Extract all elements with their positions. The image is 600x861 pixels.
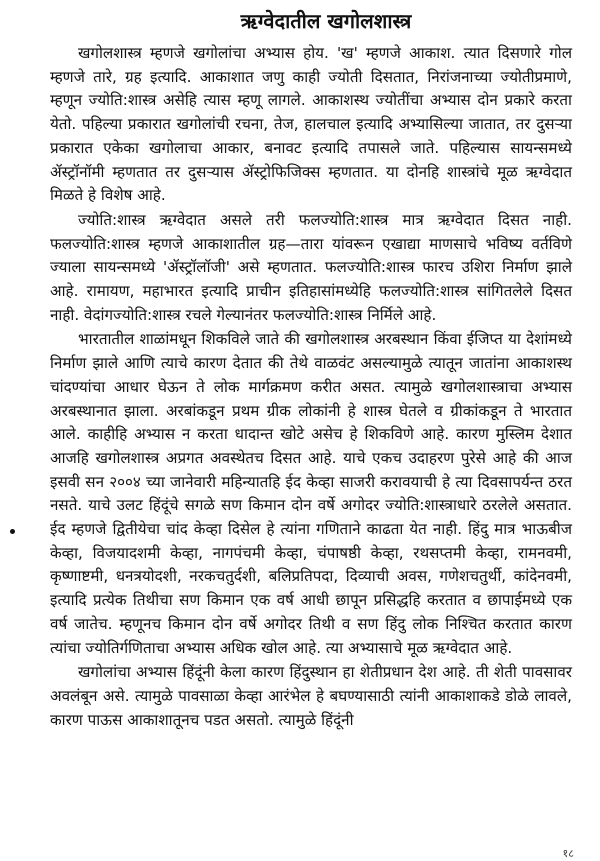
paragraph-agriculture: खगोलांचा अभ्यास हिंदूंनी केला कारण हिंदुस्थान हा शेतीप्रधान देश आहे. ती शेती पावसावर अवलंबून असे. त्यामुळे पावसाळा केव्हा आरंभेल हे बघण्यासाठी त्यांनी आकाशाकडे डोळे लावले, कारण पाऊस आकाशातूनच पडत असतो. त्यामुळे हिंदूंनी — [50, 663, 572, 729]
page-title: ऋग्वेदातील खगोलशास्त्र — [240, 9, 412, 33]
paragraph-astrology: ज्योति:शास्त्र ऋग्वेदात असले तरी फलज्योति:शास्त्र मात्र ऋग्वेदात दिसत नाही. फलज्योति:शास्त्र म्हणजे आकाशातील ग्रह—तारा यांवरून एखाद्या माणसाचे भविष्य वर्तविणे ज्याला सायन्समध्ये 'ॲस्ट्रॉलॉजी' असे म्हणतात. फलज्योति:शास्त्र फारच उशिरा निर्माण झाले आहे. रामायण, महाभारत इत्यादि प्राचीन इतिहासांमध्येहि फलज्योति:शास्त्र सांगितलेले दिसत नाही. वेदांगज्योति:शास्त्र रचले गेल्यानंतर फलज्योति:शास्त्र निर्मिले आहे. — [50, 210, 572, 324]
margin-dot — [10, 529, 15, 534]
paragraph-origin-claim: भारतातील शाळांमधून शिकविले जाते की खगोलशास्त्र अरबस्थान किंवा ईजिप्त या देशांमध्ये निर्माण झाले आणि त्याचे कारण देतात की तेथे वाळवंट असल्यामुळे त्यातून जातांना आकाशस्थ चांदण्यांचा आधार घेऊन ते लोक मार्गक्रमण करीत असत. त्यामुळे खगोलशास्त्राचा अभ्यास अरबस्थानात झाला. अरबांकडून प्रथम ग्रीक लोकांनी हे शास्त्र घेतले व ग्रीकांकडून ते भारतात आले. काहीहि अभ्यास न करता धादान्त खोटे असेच हे शिकविणे आहे. कारण मुस्लिम देशात आजहि खगोलशास्त्र अप्रगत अवस्थेतच दिसत आहे. याचे एकच उदाहरण पुरेसे आहे की आज इसवी सन २००४ च्या जानेवारी महिन्यातहि ईद केव्हा साजरी करावयाची हे त्या दिवसापर्यन्त ठरत नसते. याचे उलट हिंदूंचे सगळे सण किमान दोन वर्षे अगोदर ज्योति:शास्त्राधारे ठरलेले असतात. ईद म्हणजे द्वितीयेचा चांद केव्हा दिसेल हे त्यांना गणिताने काढता येत नाही. हिंदु मात्र भाऊबीज केव्हा, विजयादशमी केव्हा, नागपंचमी केव्हा, चंपाषष्ठी केव्हा, रथसप्तमी केव्हा, रामनवमी, कृष्णाष्टमी, धनत्रयोदशी, नरकचतुर्दशी, बलिप्रतिपदा, दिव्याची अवस, गणेशचतुर्थी, कांदेनवमी, इत्यादि प्रत्येक तिथीचा सण किमान एक वर्ष आधी छापून प्रसिद्धहि करतात व छापाईमध्ये एक वर्ष जातेच. म्हणूनच किमान दोन वर्षे अगोदर तिथी व सण हिंदु लोक निश्चित करतात कारण त्यांचा ज्योतिर्गणिताचा अभ्यास अधिक खोल आहे. त्या अभ्यासाचे मूळ ऋग्वेदात आहे. — [50, 330, 572, 657]
page-number: १८ — [562, 847, 574, 860]
paragraph-intro: खगोलशास्त्र म्हणजे खगोलांचा अभ्यास होय. 'ख' म्हणजे आकाश. त्यात दिसणारे गोल म्हणजे तारे, ग्रह इत्यादि. आकाशात जणु काही ज्योती दिसतात, निरांजनाच्या ज्योतीप्रमाणे, म्हणून ज्योति:शास्त्र असेहि त्यास म्हणू लागले. आकाशस्थ ज्योतींचा अभ्यास दोन प्रकारे करता येतो. पहिल्या प्रकारात खगोलांची रचना, तेज, हालचाल इत्यादि अभ्यासिल्या जातात, तर दुसऱ्या प्रकारात एकेका खगोलाचा आकार, बनावट इत्यादि तपासले जाते. पहिल्यास सायन्समध्ये ॲस्ट्रॉनॉमी म्हणतात तर दुसऱ्यास ॲस्ट्रोफिजिक्स म्हणतात. या दोनहि शास्त्रांचे मूळ ऋग्वेदात मिळते हे विशेष आहे. — [50, 44, 572, 205]
